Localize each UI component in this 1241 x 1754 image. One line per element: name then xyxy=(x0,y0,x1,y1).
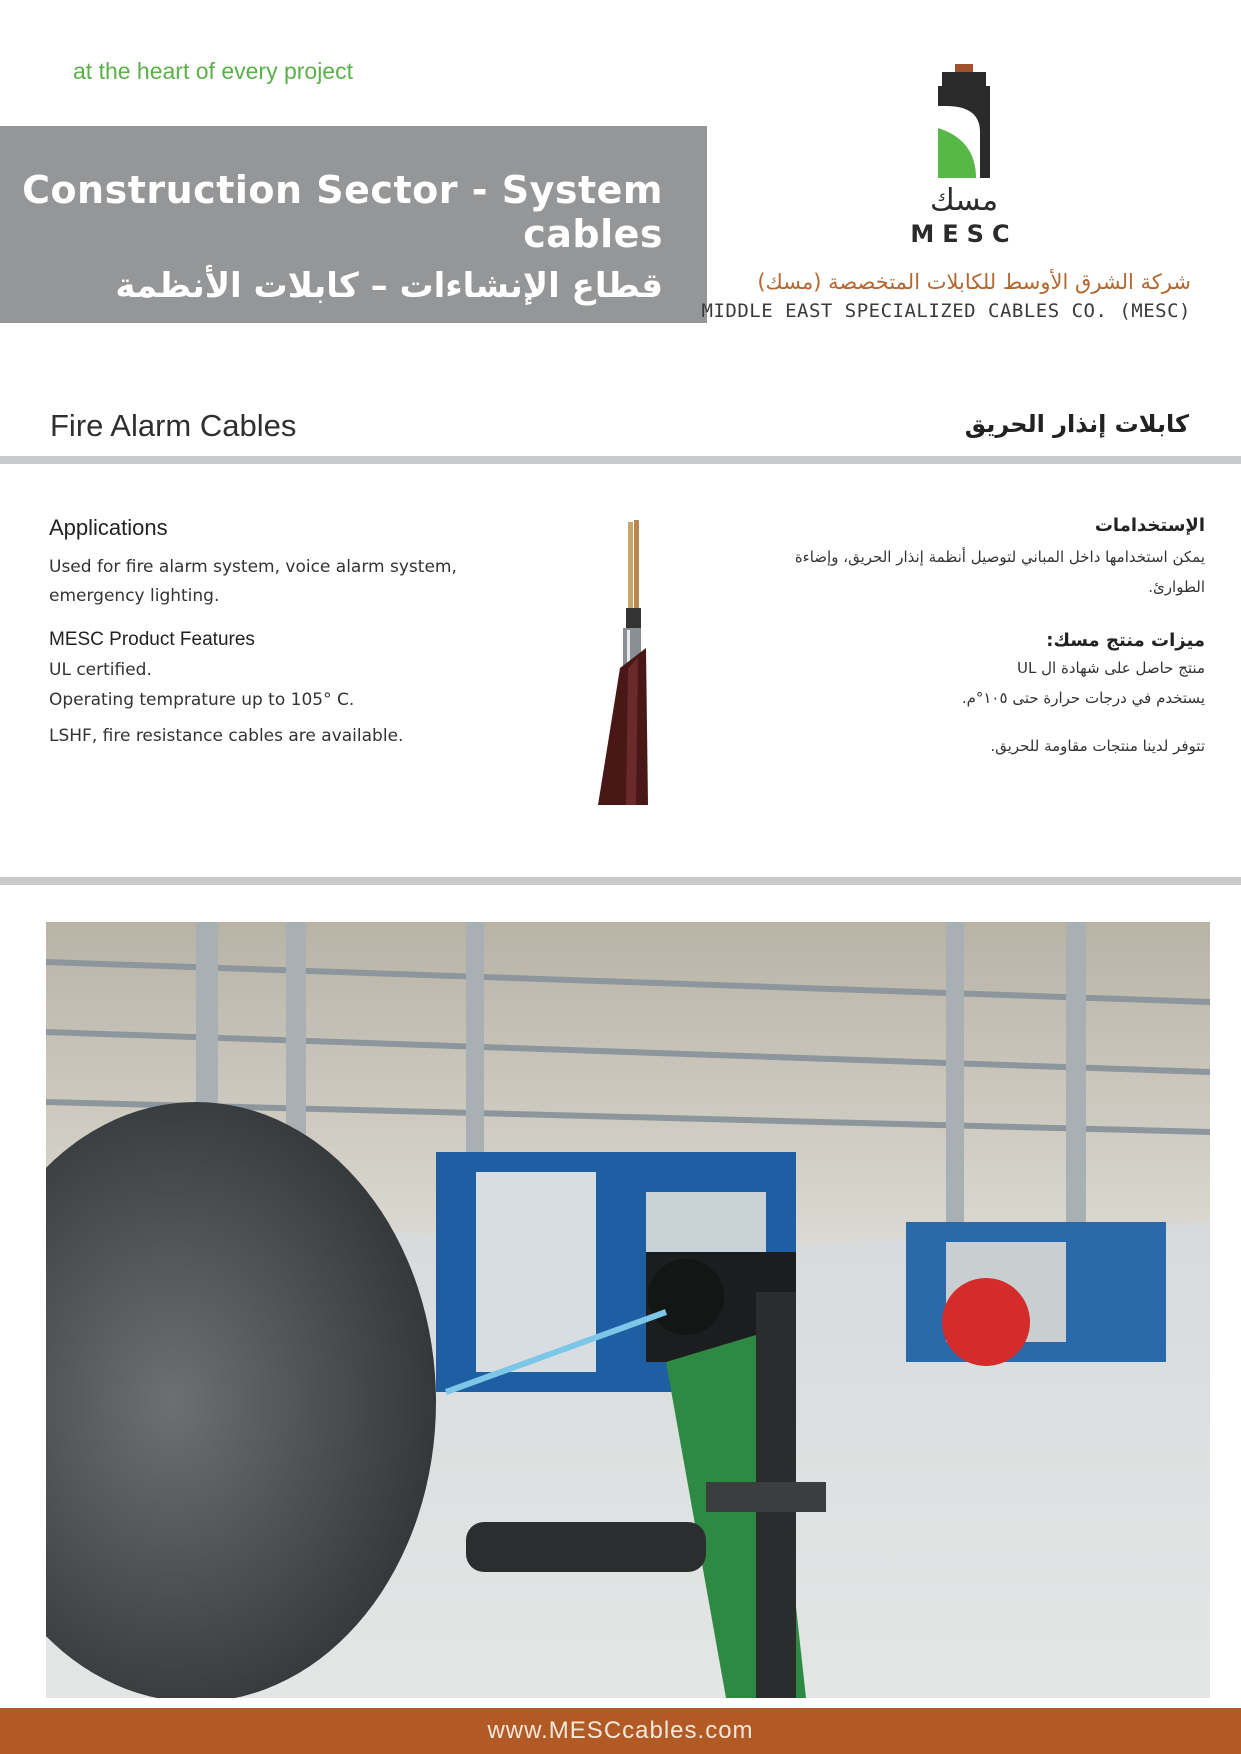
feature-item-ar: منتج حاصل على شهادة ال UL xyxy=(1017,659,1205,677)
cable-image xyxy=(590,518,670,805)
feature-item-en: UL certified. xyxy=(49,660,152,680)
english-column xyxy=(49,515,489,751)
feature-item-en: Operating temprature up to 105° C. xyxy=(49,690,355,710)
sector-banner xyxy=(0,126,707,323)
applications-text-en: Used for fire alarm system, voice alarm system, emergency lighting. xyxy=(49,557,457,606)
factory-photo xyxy=(46,922,1210,1698)
logo-text-en: MESC xyxy=(910,220,1018,248)
features-heading-en: MESC Product Features xyxy=(49,629,255,650)
section-title-en: Fire Alarm Cables xyxy=(50,408,297,443)
feature-item-ar: تتوفر لدينا منتجات مقاومة للحريق. xyxy=(990,737,1205,755)
feature-item-en: LSHF, fire resistance cables are available. xyxy=(49,726,404,746)
feature-item-ar: يستخدم في درجات حرارة حتى ١٠٥°م. xyxy=(961,689,1205,707)
applications-heading-ar: الإستخدامات xyxy=(1094,515,1205,536)
company-name-en: MIDDLE EAST SPECIALIZED CABLES CO. (MESC) xyxy=(701,300,1191,322)
mesc-logo xyxy=(900,60,1050,250)
divider-bottom xyxy=(0,877,1241,885)
section-title-ar: كابلات إنذار الحريق xyxy=(964,410,1189,438)
arabic-column xyxy=(775,515,1205,761)
company-name-ar: شركة الشرق الأوسط للكابلات المتخصصة (مسك) xyxy=(757,270,1191,294)
footer-website[interactable]: www.MESCcables.com xyxy=(0,1708,1241,1754)
features-heading-ar: ميزات منتج مسك: xyxy=(1046,630,1205,651)
applications-text-ar: يمكن استخدامها داخل المباني لتوصيل أنظمة إنذار الحريق، وإضاءة الطوارئ. xyxy=(794,548,1205,596)
logo-text-ar: مسك xyxy=(929,183,999,218)
applications-heading-en: Applications xyxy=(49,515,168,540)
tagline: at the heart of every project xyxy=(73,58,353,84)
divider-top xyxy=(0,456,1241,464)
banner-title-ar: قطاع الإنشاءات – كابلات الأنظمة xyxy=(115,266,663,306)
banner-title-en: Construction Sector - System cables xyxy=(22,168,663,256)
